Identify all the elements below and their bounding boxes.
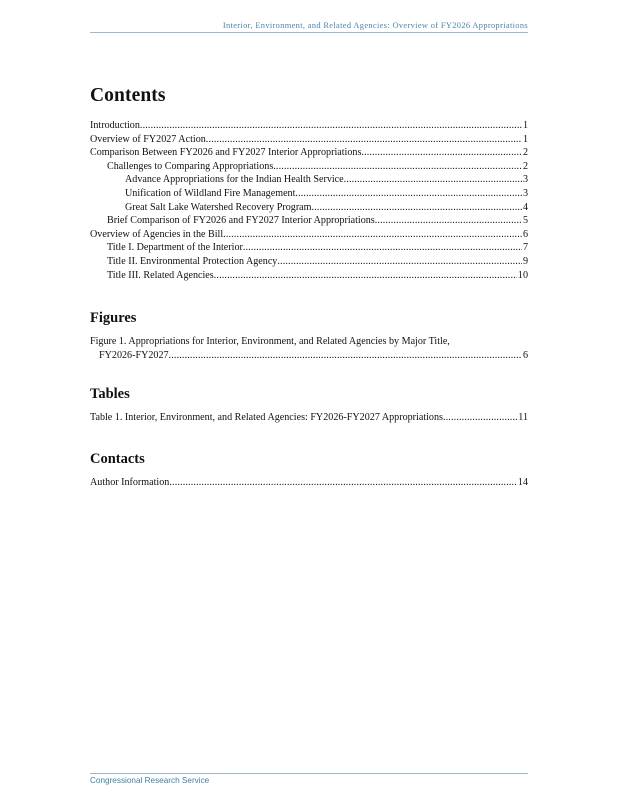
toc-page-number: 2 bbox=[522, 160, 528, 172]
dot-leader bbox=[169, 476, 517, 490]
dot-leader bbox=[169, 349, 522, 363]
dot-leader bbox=[243, 241, 522, 255]
dot-leader bbox=[443, 411, 517, 425]
figures-section bbox=[90, 309, 528, 362]
footer-text: Congressional Research Service bbox=[90, 776, 210, 785]
table-of-contents bbox=[90, 84, 528, 490]
dot-leader bbox=[223, 228, 522, 242]
toc-entry-title-iii[interactable] bbox=[90, 269, 528, 283]
toc-entry-overview-fy2027-action[interactable] bbox=[90, 133, 528, 147]
toc-page-number: 6 bbox=[522, 228, 528, 240]
dot-leader bbox=[214, 269, 517, 283]
toc-entry-label: Challenges to Comparing Appropriations bbox=[107, 160, 274, 172]
contact-entry-label: Author Information bbox=[90, 476, 170, 488]
toc-entry-label: Unification of Wildland Fire Management bbox=[125, 187, 296, 199]
contacts-heading: Contacts bbox=[90, 450, 145, 467]
header-rule bbox=[90, 32, 528, 33]
figure-entry-1[interactable] bbox=[90, 335, 528, 362]
toc-entry-label: Overview of FY2027 Action bbox=[90, 133, 206, 145]
dot-leader bbox=[344, 173, 522, 187]
toc-entry-agencies-overview[interactable] bbox=[90, 228, 528, 242]
table-page-number: 11 bbox=[518, 412, 528, 424]
tables-section bbox=[90, 385, 528, 425]
figure-entry-label: Figure 1. Appropriations for Interior, Environment, and Related Agencies by Major Title, bbox=[90, 336, 450, 348]
figures-heading: Figures bbox=[90, 310, 137, 327]
toc-page-number: 5 bbox=[522, 215, 528, 227]
dot-leader bbox=[277, 255, 522, 269]
toc-entry-label: Introduction bbox=[90, 120, 140, 131]
toc-page-number: 9 bbox=[522, 255, 528, 267]
dot-leader bbox=[361, 146, 522, 160]
toc-entry-label: Brief Comparison of FY2026 and FY2027 Interior Appropriations bbox=[107, 215, 375, 227]
contents-list bbox=[90, 119, 528, 282]
toc-page-number: 7 bbox=[522, 242, 528, 254]
toc-entry-title-ii[interactable] bbox=[90, 255, 528, 269]
toc-entry-label: Overview of Agencies in the Bill bbox=[90, 228, 224, 240]
dot-leader bbox=[140, 119, 522, 133]
toc-entry-title-i[interactable] bbox=[90, 241, 528, 255]
toc-entry-comparison[interactable] bbox=[90, 146, 528, 160]
toc-entry-label: Title II. Environmental Protection Agency bbox=[107, 255, 278, 267]
toc-page-number: 3 bbox=[522, 187, 528, 199]
toc-entry-label: Comparison Between FY2026 and FY2027 Interior Appropriations bbox=[90, 147, 362, 159]
contact-page-number: 14 bbox=[517, 476, 528, 488]
dot-leader bbox=[295, 187, 522, 201]
tables-heading: Tables bbox=[90, 386, 130, 403]
table-entry-label: Table 1. Interior, Environment, and Related Agencies: FY2026-FY2027 Appropriations bbox=[90, 412, 443, 424]
toc-page-number: 1 bbox=[522, 120, 528, 131]
contents-heading: Contents bbox=[90, 85, 166, 106]
toc-entry-label: Title I. Department of the Interior bbox=[107, 242, 243, 254]
toc-entry-great-salt-lake[interactable] bbox=[90, 201, 528, 215]
toc-entry-challenges[interactable] bbox=[90, 160, 528, 174]
figure-page-number: 6 bbox=[522, 349, 528, 361]
table-entry-1[interactable] bbox=[90, 411, 528, 425]
contact-entry-author-information[interactable] bbox=[90, 476, 528, 490]
toc-entry-advance-appropriations[interactable] bbox=[90, 173, 528, 187]
dot-leader bbox=[206, 133, 522, 147]
toc-entry-label: Title III. Related Agencies bbox=[107, 269, 214, 281]
toc-page-number: 10 bbox=[517, 269, 528, 281]
running-header: Interior, Environment, and Related Agencies: Overview of FY2026 Appropriations bbox=[222, 21, 528, 30]
footer-rule bbox=[90, 773, 528, 774]
toc-entry-label: Great Salt Lake Watershed Recovery Program bbox=[125, 201, 312, 213]
toc-page-number: 2 bbox=[522, 147, 528, 159]
toc-entry-label: Advance Appropriations for the Indian Health Service bbox=[125, 174, 344, 186]
toc-entry-brief-comparison[interactable] bbox=[90, 214, 528, 228]
dot-leader bbox=[375, 214, 522, 228]
toc-page-number: 1 bbox=[522, 133, 528, 145]
contacts-section bbox=[90, 450, 528, 490]
figure-entry-label-continued: FY2026-FY2027 bbox=[99, 349, 169, 361]
contacts-list bbox=[90, 476, 528, 490]
toc-entry-introduction[interactable] bbox=[90, 119, 528, 133]
tables-list bbox=[90, 411, 528, 425]
dot-leader bbox=[273, 160, 522, 174]
figures-list bbox=[90, 335, 528, 362]
toc-page-number: 3 bbox=[522, 174, 528, 186]
toc-page-number: 4 bbox=[522, 201, 528, 213]
dot-leader bbox=[312, 201, 522, 215]
figure-entry-continuation bbox=[90, 349, 528, 363]
toc-entry-wildland-fire[interactable] bbox=[90, 187, 528, 201]
